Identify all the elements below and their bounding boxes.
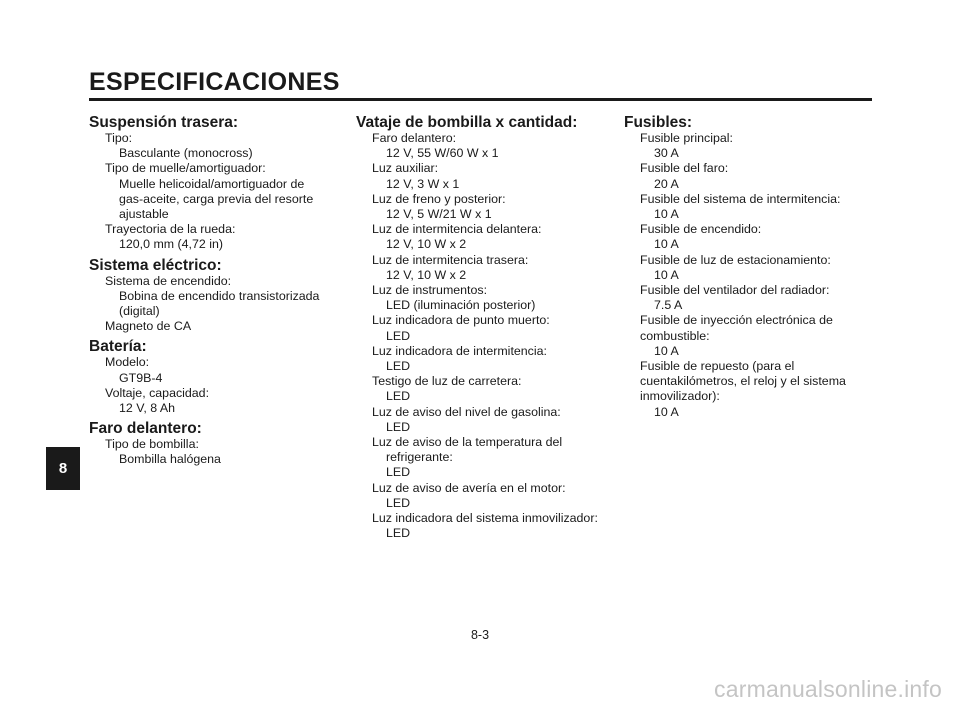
spec-label: Tipo:: [105, 131, 133, 145]
spec-label: cuentakilómetros, el reloj y el sistema: [640, 374, 846, 389]
spec-value: 12 V, 10 W x 2: [386, 267, 467, 282]
spec-value: Bombilla halógena: [119, 452, 221, 467]
chapter-tab: 8: [46, 447, 80, 490]
spec-label: Fusible de repuesto (para el: [640, 359, 795, 374]
page-number: 8-3: [470, 628, 490, 642]
spec-value: ajustable: [119, 207, 169, 222]
spec-label: Luz indicadora de intermitencia:: [372, 343, 547, 358]
spec-value: Basculante (monocross): [119, 146, 253, 161]
spec-value: LED: [386, 465, 411, 480]
spec-value: LED: [386, 359, 411, 374]
spec-value: 12 V, 3 W x 1: [386, 176, 460, 191]
spec-value: 10 A: [654, 267, 679, 282]
spec-label: Testigo de luz de carretera:: [372, 374, 522, 389]
spec-value: 10 A: [654, 207, 679, 222]
spec-value: 7.5 A: [654, 298, 683, 313]
spec-value: 12 V, 5 W/21 W x 1: [386, 207, 492, 222]
spec-value: 120,0 mm (4,72 in): [119, 237, 223, 252]
spec-label: Fusible de luz de estacionamiento:: [640, 252, 831, 267]
spec-label: Luz de instrumentos:: [372, 283, 488, 298]
spec-value: GT9B-4: [119, 370, 163, 385]
spec-label: Tipo de muelle/amortiguador:: [105, 161, 266, 176]
spec-value: LED (iluminación posterior): [386, 298, 536, 313]
spec-value: 12 V, 8 Ah: [119, 401, 176, 416]
page-title: ESPECIFICACIONES: [89, 68, 340, 96]
spec-label: Luz de intermitencia trasera:: [372, 252, 529, 267]
spec-label: inmovilizador):: [640, 389, 720, 404]
spec-label: Luz de aviso de avería en el motor:: [372, 480, 566, 495]
spec-label: Luz indicadora de punto muerto:: [372, 313, 550, 328]
section-heading: Batería:: [89, 338, 147, 356]
spec-label: Luz indicadora del sistema inmovilizador:: [372, 511, 598, 526]
section-heading: Faro delantero:: [89, 420, 202, 438]
spec-value: LED: [386, 328, 411, 343]
spec-value: LED: [386, 389, 411, 404]
spec-value: 20 A: [654, 176, 679, 191]
spec-value: refrigerante:: [386, 450, 453, 465]
spec-label: Fusible del sistema de intermitencia:: [640, 191, 841, 206]
spec-label: Fusible de encendido:: [640, 222, 762, 237]
spec-value: 30 A: [654, 146, 679, 161]
spec-label: combustible:: [640, 328, 710, 343]
spec-label: Fusible del ventilador del radiador:: [640, 283, 830, 298]
spec-label: Modelo:: [105, 355, 150, 370]
spec-value: gas-aceite, carga previa del resorte: [119, 191, 314, 206]
watermark: carmanualsonline.info: [714, 676, 942, 702]
title-rule: [89, 98, 872, 101]
spec-label: Magneto de CA: [105, 319, 192, 334]
spec-label: Luz de intermitencia delantera:: [372, 222, 542, 237]
section-heading: Vataje de bombilla x cantidad:: [356, 114, 578, 131]
spec-column-3: [624, 114, 874, 420]
spec-value: 12 V, 55 W/60 W x 1: [386, 146, 499, 161]
spec-value: LED: [386, 495, 411, 510]
spec-label: Sistema de encendido:: [105, 273, 232, 288]
spec-label: Luz auxiliar:: [372, 161, 439, 176]
spec-value: LED: [386, 526, 411, 541]
section-heading: Fusibles:: [624, 114, 693, 131]
spec-value: LED: [386, 419, 411, 434]
spec-value: (digital): [119, 304, 160, 319]
spec-value: Muelle helicoidal/amortiguador de: [119, 176, 305, 191]
spec-label: Luz de aviso del nivel de gasolina:: [372, 404, 561, 419]
spec-value: Bobina de encendido transistorizada: [119, 288, 320, 303]
spec-label: Fusible principal:: [640, 131, 733, 145]
spec-value: 12 V, 10 W x 2: [386, 237, 467, 252]
spec-value: 10 A: [654, 237, 679, 252]
spec-label: Fusible del faro:: [640, 161, 729, 176]
spec-value: 10 A: [654, 404, 679, 419]
spec-column-2: [356, 114, 606, 541]
spec-label: Luz de freno y posterior:: [372, 191, 506, 206]
spec-value: 10 A: [654, 343, 679, 358]
section-heading: Suspensión trasera:: [89, 114, 239, 131]
spec-label: Voltaje, capacidad:: [105, 385, 210, 400]
spec-label: Trayectoria de la rueda:: [105, 222, 236, 237]
spec-label: Fusible de inyección electrónica de: [640, 313, 833, 328]
section-heading: Sistema eléctrico:: [89, 256, 222, 274]
spec-label: Tipo de bombilla:: [105, 437, 199, 452]
spec-label: Luz de aviso de la temperatura del: [372, 435, 563, 450]
spec-column-1: [89, 114, 339, 468]
spec-label: Faro delantero:: [372, 131, 457, 145]
